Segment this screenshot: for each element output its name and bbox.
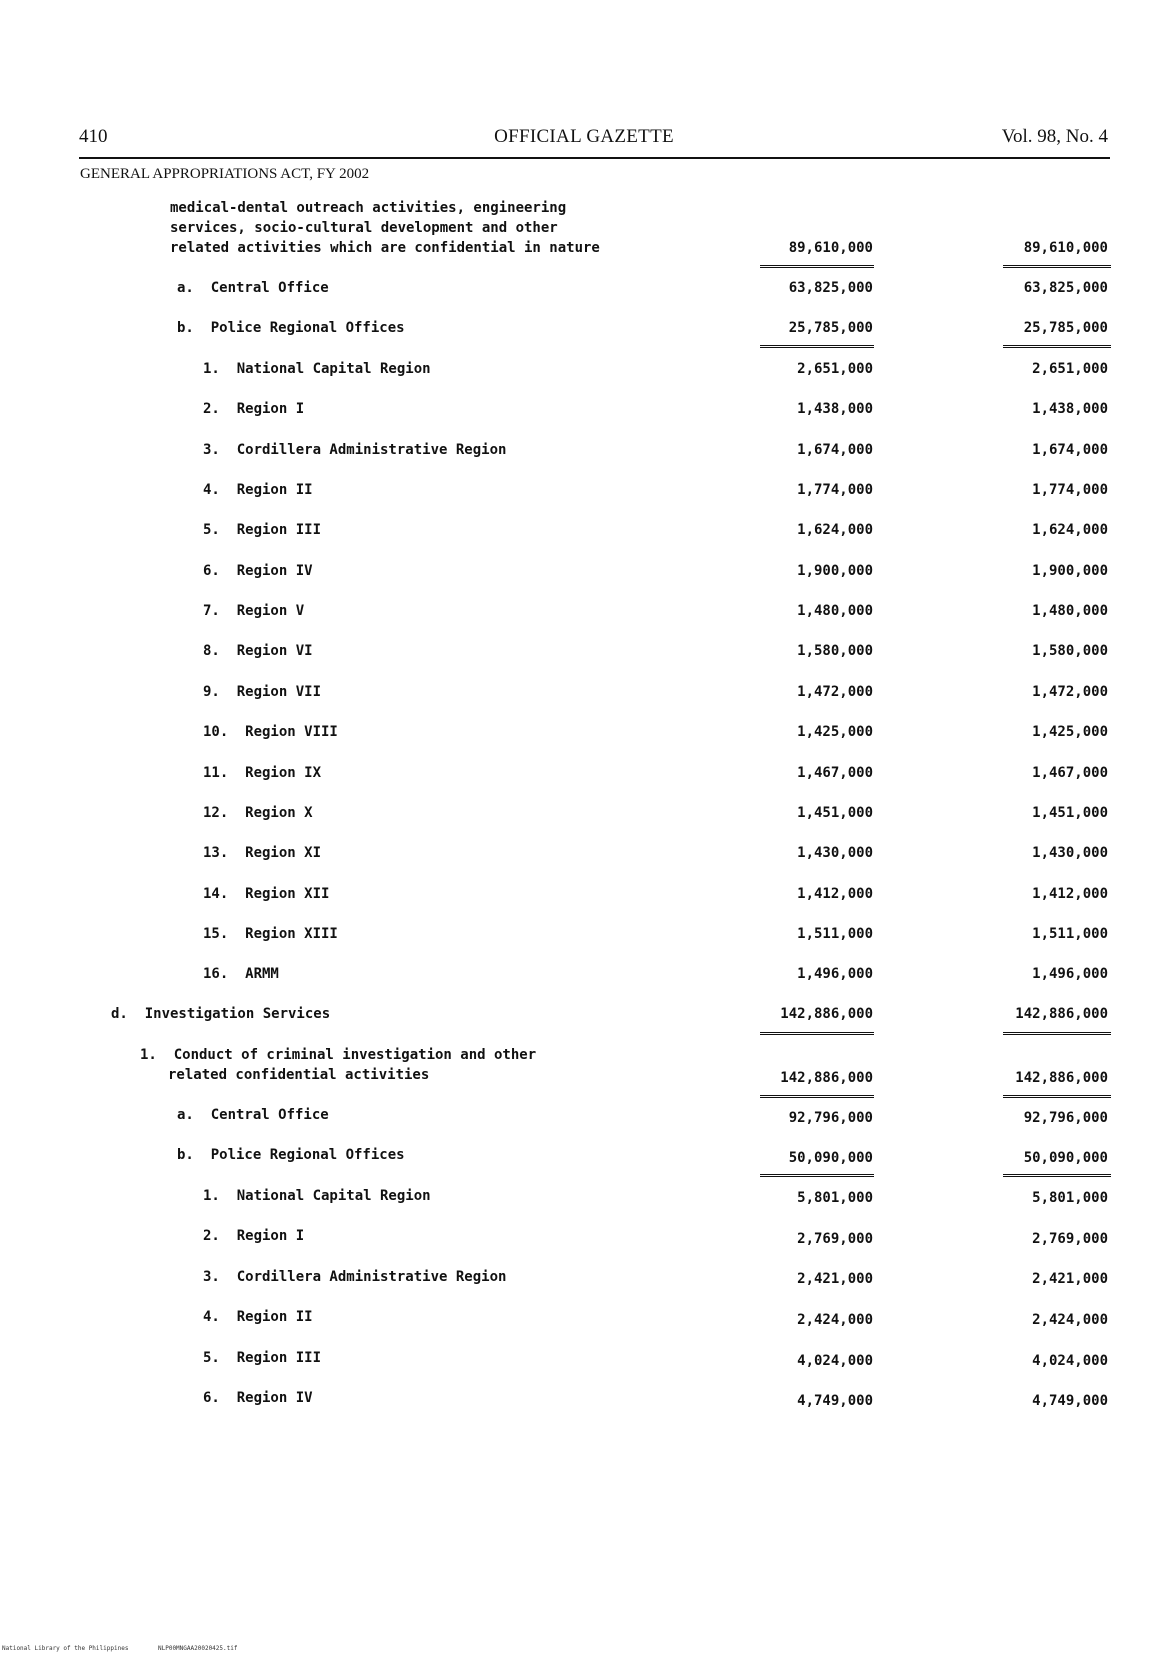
region-label: 5. Region III bbox=[203, 1350, 322, 1366]
regional-offices-amount-1: 50,090,000 bbox=[788, 1150, 873, 1166]
region-label: 4. Region II bbox=[203, 1309, 313, 1325]
investigation-services-label: d. Investigation Services bbox=[111, 1006, 331, 1022]
region-amount-2: 2,651,000 bbox=[1032, 361, 1108, 377]
conduct-amount-1: 142,886,000 bbox=[780, 1070, 873, 1086]
region-amount-1: 1,438,000 bbox=[797, 401, 873, 417]
central-office-label: a. Central Office bbox=[177, 280, 329, 296]
header-rule bbox=[79, 157, 1110, 159]
region-amount-2: 1,467,000 bbox=[1032, 765, 1108, 781]
intro-line: related activities which are confidential in nature bbox=[170, 240, 600, 256]
subtotal-rule bbox=[1003, 1174, 1111, 1177]
central-office-amount-1: 63,825,000 bbox=[788, 280, 873, 296]
region-amount-2: 1,624,000 bbox=[1032, 522, 1108, 538]
regional-offices-label: b. Police Regional Offices bbox=[177, 1147, 405, 1163]
region-amount-1: 1,467,000 bbox=[797, 765, 873, 781]
region-amount-2: 1,674,000 bbox=[1032, 442, 1108, 458]
region-amount-1: 1,472,000 bbox=[797, 684, 873, 700]
regional-offices-amount-2: 25,785,000 bbox=[1023, 320, 1108, 336]
act-title: GENERAL APPROPRIATIONS ACT, FY 2002 bbox=[80, 166, 370, 182]
investigation-amount-2: 142,886,000 bbox=[1015, 1006, 1108, 1022]
region-amount-1: 4,024,000 bbox=[797, 1353, 873, 1369]
region-label: 12. Region X bbox=[203, 805, 313, 821]
region-amount-2: 4,024,000 bbox=[1032, 1353, 1108, 1369]
region-label: 13. Region XI bbox=[203, 845, 322, 861]
region-label: 7. Region V bbox=[203, 603, 305, 619]
regional-offices-amount-1: 25,785,000 bbox=[788, 320, 873, 336]
region-amount-2: 1,472,000 bbox=[1032, 684, 1108, 700]
gazette-title: OFFICIAL GAZETTE bbox=[494, 126, 674, 147]
central-office-amount-2: 63,825,000 bbox=[1023, 280, 1108, 296]
region-label: 6. Region IV bbox=[203, 1390, 313, 1406]
region-amount-2: 4,749,000 bbox=[1032, 1393, 1108, 1409]
region-amount-2: 1,480,000 bbox=[1032, 603, 1108, 619]
intro-amount-1: 89,610,000 bbox=[788, 240, 873, 256]
region-amount-1: 1,451,000 bbox=[797, 805, 873, 821]
region-label: 3. Cordillera Administrative Region bbox=[203, 442, 507, 458]
region-amount-2: 1,511,000 bbox=[1032, 926, 1108, 942]
conduct-line: related confidential activities bbox=[168, 1067, 430, 1083]
total-rule bbox=[1003, 1095, 1111, 1098]
region-amount-1: 5,801,000 bbox=[797, 1190, 873, 1206]
region-amount-2: 5,801,000 bbox=[1032, 1190, 1108, 1206]
region-label: 3. Cordillera Administrative Region bbox=[203, 1269, 507, 1285]
region-amount-1: 2,651,000 bbox=[797, 361, 873, 377]
region-amount-2: 1,430,000 bbox=[1032, 845, 1108, 861]
region-amount-2: 2,769,000 bbox=[1032, 1231, 1108, 1247]
region-label: 16. ARMM bbox=[203, 966, 279, 982]
region-amount-1: 1,774,000 bbox=[797, 482, 873, 498]
page-number: 410 bbox=[79, 126, 108, 147]
region-label: 11. Region IX bbox=[203, 765, 322, 781]
total-rule bbox=[760, 1095, 874, 1098]
region-label: 8. Region VI bbox=[203, 643, 313, 659]
region-amount-2: 1,900,000 bbox=[1032, 563, 1108, 579]
region-amount-2: 1,438,000 bbox=[1032, 401, 1108, 417]
central-office-label: a. Central Office bbox=[177, 1107, 329, 1123]
regional-offices-amount-2: 50,090,000 bbox=[1023, 1150, 1108, 1166]
total-rule bbox=[760, 1032, 874, 1035]
region-label: 4. Region II bbox=[203, 482, 313, 498]
regional-offices-label: b. Police Regional Offices bbox=[177, 320, 405, 336]
region-amount-1: 1,674,000 bbox=[797, 442, 873, 458]
region-label: 5. Region III bbox=[203, 522, 322, 538]
region-amount-2: 1,496,000 bbox=[1032, 966, 1108, 982]
region-label: 14. Region XII bbox=[203, 886, 330, 902]
central-office-amount-1: 92,796,000 bbox=[788, 1110, 873, 1126]
region-amount-1: 1,580,000 bbox=[797, 643, 873, 659]
region-label: 1. National Capital Region bbox=[203, 361, 431, 377]
region-label: 15. Region XIII bbox=[203, 926, 338, 942]
central-office-amount-2: 92,796,000 bbox=[1023, 1110, 1108, 1126]
total-rule bbox=[1003, 265, 1111, 268]
region-amount-1: 1,412,000 bbox=[797, 886, 873, 902]
region-amount-1: 1,425,000 bbox=[797, 724, 873, 740]
region-amount-2: 1,412,000 bbox=[1032, 886, 1108, 902]
region-amount-2: 1,580,000 bbox=[1032, 643, 1108, 659]
footer-file: NLP00MNGAA20020425.tif bbox=[158, 1645, 238, 1652]
investigation-amount-1: 142,886,000 bbox=[780, 1006, 873, 1022]
region-amount-1: 2,769,000 bbox=[797, 1231, 873, 1247]
region-amount-1: 1,624,000 bbox=[797, 522, 873, 538]
region-amount-2: 2,421,000 bbox=[1032, 1271, 1108, 1287]
region-amount-1: 4,749,000 bbox=[797, 1393, 873, 1409]
region-label: 2. Region I bbox=[203, 1228, 305, 1244]
region-label: 10. Region VIII bbox=[203, 724, 338, 740]
region-amount-1: 2,424,000 bbox=[797, 1312, 873, 1328]
subtotal-rule bbox=[760, 1174, 874, 1177]
total-rule bbox=[1003, 1032, 1111, 1035]
region-amount-1: 1,430,000 bbox=[797, 845, 873, 861]
region-amount-2: 1,774,000 bbox=[1032, 482, 1108, 498]
subtotal-rule bbox=[1003, 345, 1111, 348]
region-label: 9. Region VII bbox=[203, 684, 322, 700]
subtotal-rule bbox=[760, 345, 874, 348]
total-rule bbox=[760, 265, 874, 268]
conduct-line: 1. Conduct of criminal investigation and other bbox=[140, 1047, 537, 1063]
region-amount-2: 1,425,000 bbox=[1032, 724, 1108, 740]
intro-amount-2: 89,610,000 bbox=[1023, 240, 1108, 256]
region-amount-1: 1,511,000 bbox=[797, 926, 873, 942]
region-label: 2. Region I bbox=[203, 401, 305, 417]
region-label: 6. Region IV bbox=[203, 563, 313, 579]
conduct-amount-2: 142,886,000 bbox=[1015, 1070, 1108, 1086]
region-amount-1: 1,496,000 bbox=[797, 966, 873, 982]
region-amount-1: 2,421,000 bbox=[797, 1271, 873, 1287]
intro-line: medical-dental outreach activities, engineering bbox=[170, 200, 567, 216]
intro-line: services, socio-cultural development and other bbox=[170, 220, 558, 236]
region-amount-1: 1,900,000 bbox=[797, 563, 873, 579]
region-amount-1: 1,480,000 bbox=[797, 603, 873, 619]
region-amount-2: 1,451,000 bbox=[1032, 805, 1108, 821]
region-amount-2: 2,424,000 bbox=[1032, 1312, 1108, 1328]
footer-source: National Library of the Philippines bbox=[2, 1645, 129, 1652]
volume-label: Vol. 98, No. 4 bbox=[1001, 126, 1108, 147]
region-label: 1. National Capital Region bbox=[203, 1188, 431, 1204]
